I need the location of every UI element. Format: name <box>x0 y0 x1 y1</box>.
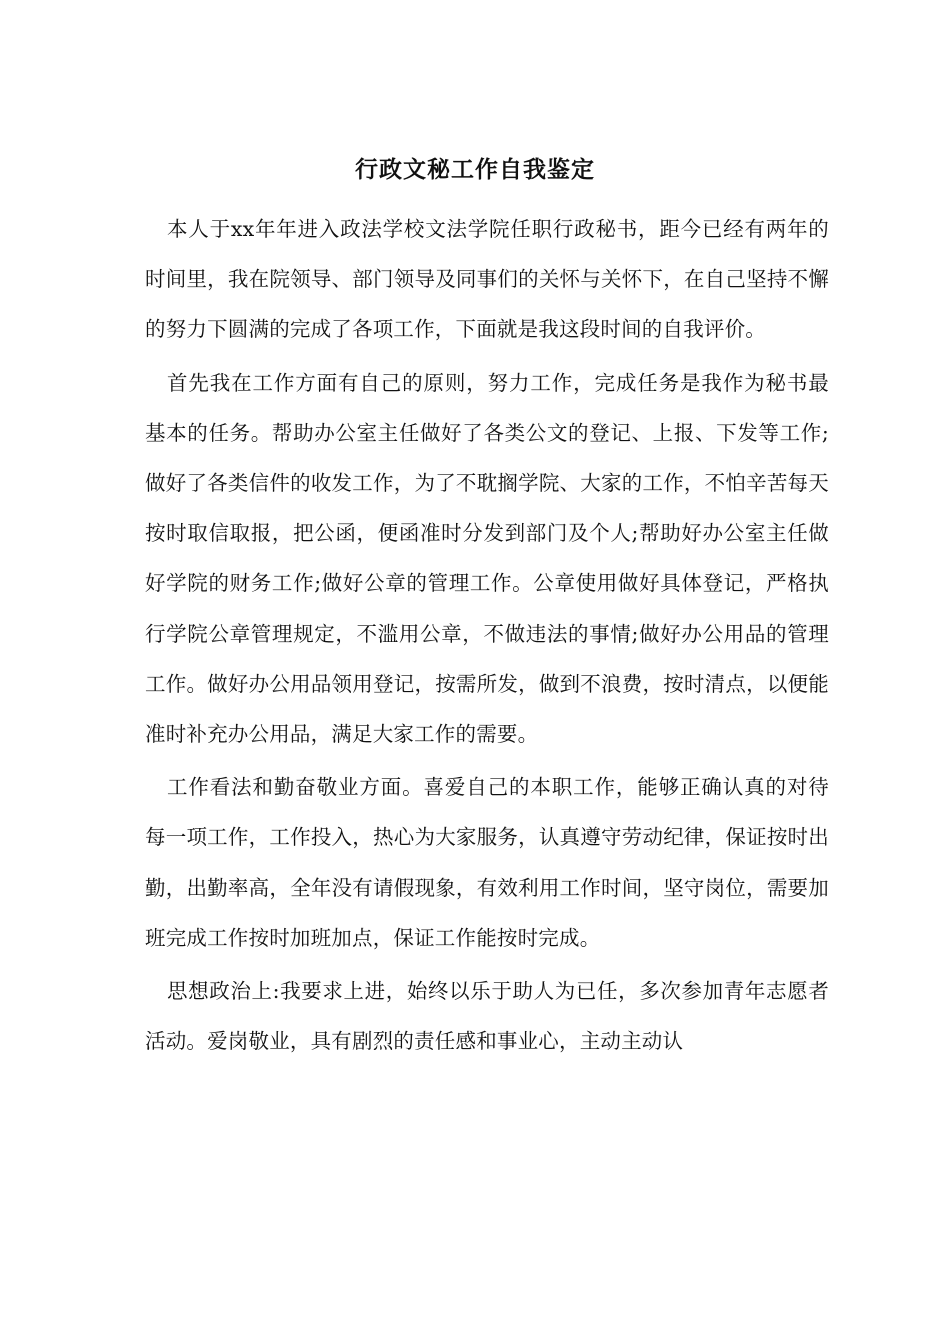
paragraph-political-thought: 思想政治上:我要求上进，始终以乐于助人为已任，多次参加青年志愿者活动。爱岗敬业，具有剧烈的责任感和事业心，主动主动认 <box>145 979 829 1054</box>
document-body <box>145 204 829 1069</box>
document-title: 行政文秘工作自我鉴定 <box>355 156 595 183</box>
paragraph-intro: 本人于xx年年进入政法学校文法学院任职行政秘书，距今已经有两年的时间里，我在院领导、部门领导及同事们的关怀与关怀下，在自己坚持不懈的努力下圆满的完成了各项工作，下面就是我这段时间的自我评价。 <box>145 217 829 342</box>
paragraph-work-attitude: 工作看法和勤奋敬业方面。喜爱自己的本职工作，能够正确认真的对待每一项工作，工作投入，热心为大家服务，认真遵守劳动纪律，保证按时出勤，出勤率高，全年没有请假现象，有效利用工作时间，坚守岗位，需要加班完成工作按时加班加点，保证工作能按时完成。 <box>145 775 829 950</box>
paragraph-work-principles: 首先我在工作方面有自己的原则，努力工作，完成任务是我作为秘书最基本的任务。帮助办公室主任做好了各类公文的登记、上报、下发等工作;做好了各类信件的收发工作，为了不耽搁学院、大家的工作，不怕辛苦每天按时取信取报，把公函，便函准时分发到部门及个人;帮助好办公室主任做好学院的财务工作;做好公章的管理工作。公章使用做好具体登记，严格执行学院公章管理规定，不滥用公章，不做违法的事情;做好办公用品的管理工作。做好办公用品领用登记，按需所发，做到不浪费，按时清点，以便能准时补充办公用品，满足大家工作的需要。 <box>145 370 829 747</box>
